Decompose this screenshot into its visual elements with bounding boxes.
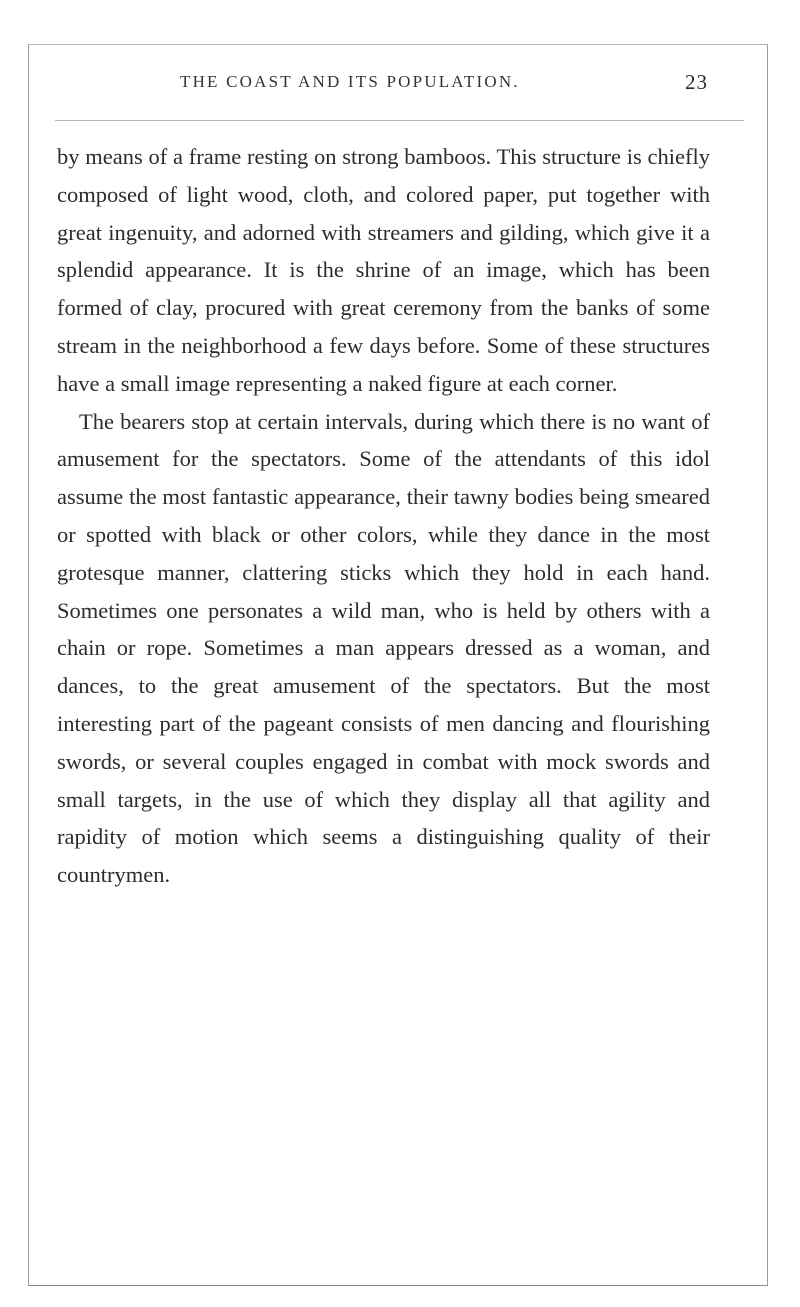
body-text [57,138,710,894]
running-title: THE COAST AND ITS POPULATION. [180,72,520,91]
paragraph: by means of a frame resting on strong bamboos. This structure is chiefly composed of light wood, cloth, and colored paper, put together with great ingenuity, and adorned with streamers and gilding, which give it a splendid appearance. It is the shrine of an image, which has been formed of clay, procured with great ceremony from the banks of some stream in the neighborhood a few days before. Some of these structures have a small image representing a naked figure at each corner. [57,144,710,396]
page-number: 23 [685,70,708,94]
running-head [55,72,708,102]
paragraph: The bearers stop at certain intervals, during which there is no want of amusement for the spectators. Some of the attendants of this idol assume the most fantastic appearance, their tawny bodies being smeared or spotted with black or other colors, while they dance in the most grotesque manner, clattering sticks which they hold in each hand. Sometimes one personates a wild man, who is held by others with a chain or rope. Sometimes a man appears dressed as a woman, and dances, to the great amusement of the spectators. But the most interesting part of the pageant consists of men dancing and flourishing swords, or several couples engaged in combat with mock swords and small targets, in the use of which they display all that agility and rapidity of motion which seems a distinguishing quality of their countrymen. [57,408,710,888]
header-rule [55,120,744,121]
